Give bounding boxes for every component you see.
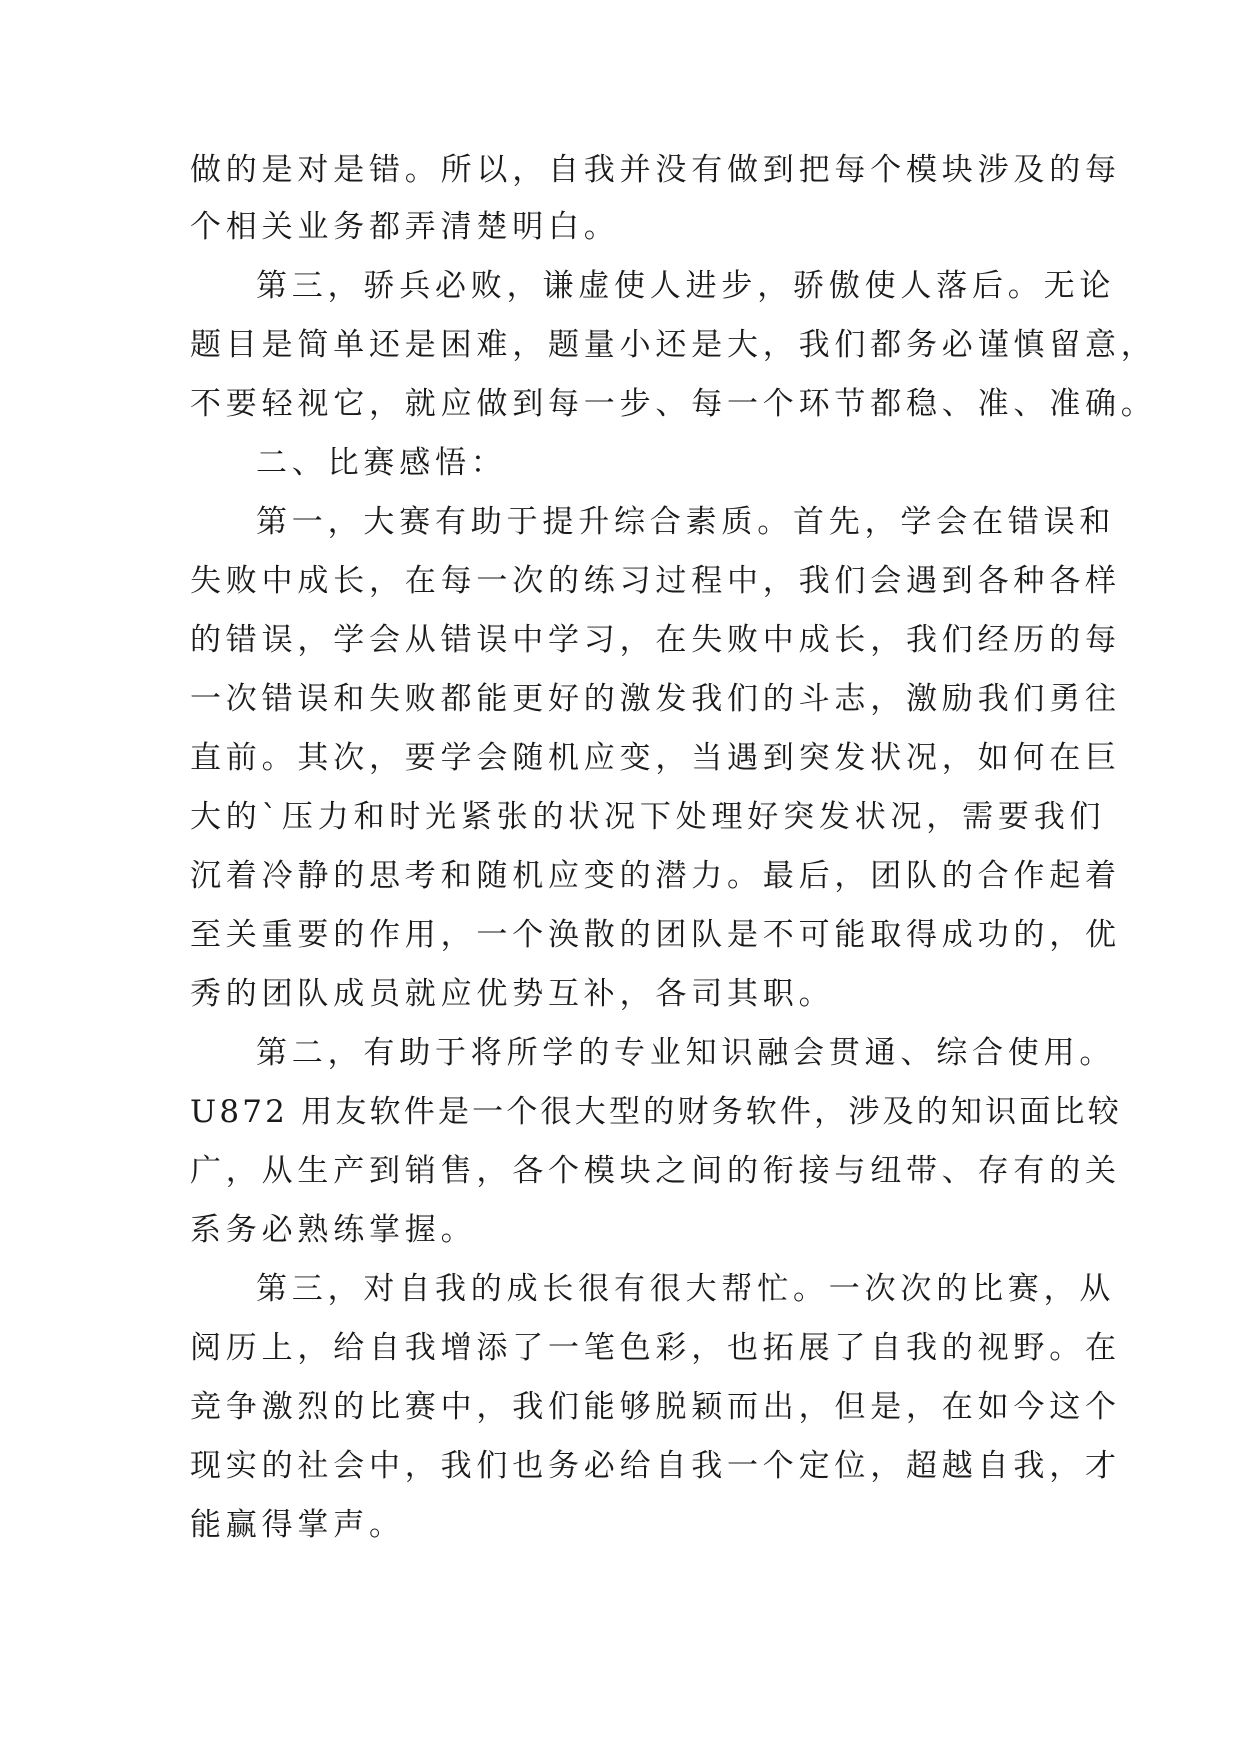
section-heading: 二、比赛感悟： [256, 445, 507, 481]
paragraph-line: 第三，骄兵必败，谦虚使人进步，骄傲使人落后。无论 [256, 268, 1116, 304]
paragraph-line: 做的是对是错。所以，自我并没有做到把每个模块涉及的每 [190, 152, 1121, 188]
paragraph-line: 第二，有助于将所学的专业知识融会贯通、综合使用。 [256, 1035, 1116, 1071]
paragraph-line: 第三，对自我的成长很有很大帮忙。一次次的比赛，从 [256, 1271, 1116, 1307]
paragraph-line: U872 用友软件是一个很大型的财务软件，涉及的知识面比较 [190, 1094, 1122, 1130]
paragraph-line: 竞争激烈的比赛中，我们能够脱颖而出，但是，在如今这个 [190, 1389, 1121, 1425]
paragraph-line: 一次错误和失败都能更好的激发我们的斗志，激励我们勇往 [190, 681, 1121, 717]
paragraph-line: 不要轻视它，就应做到每一步、每一个环节都稳、准、准确。 [190, 386, 1157, 422]
paragraph-line: 能赢得掌声。 [190, 1507, 405, 1543]
paragraph-line: 失败中成长，在每一次的练习过程中，我们会遇到各种各样 [190, 563, 1121, 599]
paragraph-line: 个相关业务都弄清楚明白。 [190, 209, 620, 245]
paragraph-line: 现实的社会中，我们也务必给自我一个定位，超越自我，才 [190, 1448, 1121, 1484]
paragraph-line: 题目是简单还是困难，题量小还是大，我们都务必谨慎留意， [190, 327, 1157, 363]
paragraph-line: 阅历上，给自我增添了一笔色彩，也拓展了自我的视野。在 [190, 1330, 1121, 1366]
paragraph-line: 广，从生产到销售，各个模块之间的衔接与纽带、存有的关 [190, 1153, 1121, 1189]
paragraph-line: 沉着冷静的思考和随机应变的潜力。最后，团队的合作起着 [190, 858, 1121, 894]
paragraph-line: 至关重要的作用，一个涣散的团队是不可能取得成功的，优 [190, 917, 1121, 953]
paragraph-line: 秀的团队成员就应优势互补，各司其职。 [190, 976, 835, 1012]
paragraph-line: 的错误，学会从错误中学习，在失败中成长，我们经历的每 [190, 622, 1121, 658]
paragraph-line: 大的`压力和时光紧张的状况下处理好突发状况，需要我们 [190, 799, 1106, 835]
paragraph-line: 系务必熟练掌握。 [190, 1212, 477, 1248]
paragraph-line: 第一，大赛有助于提升综合素质。首先，学会在错误和 [256, 504, 1116, 540]
paragraph-line: 直前。其次，要学会随机应变，当遇到突发状况，如何在巨 [190, 740, 1121, 776]
